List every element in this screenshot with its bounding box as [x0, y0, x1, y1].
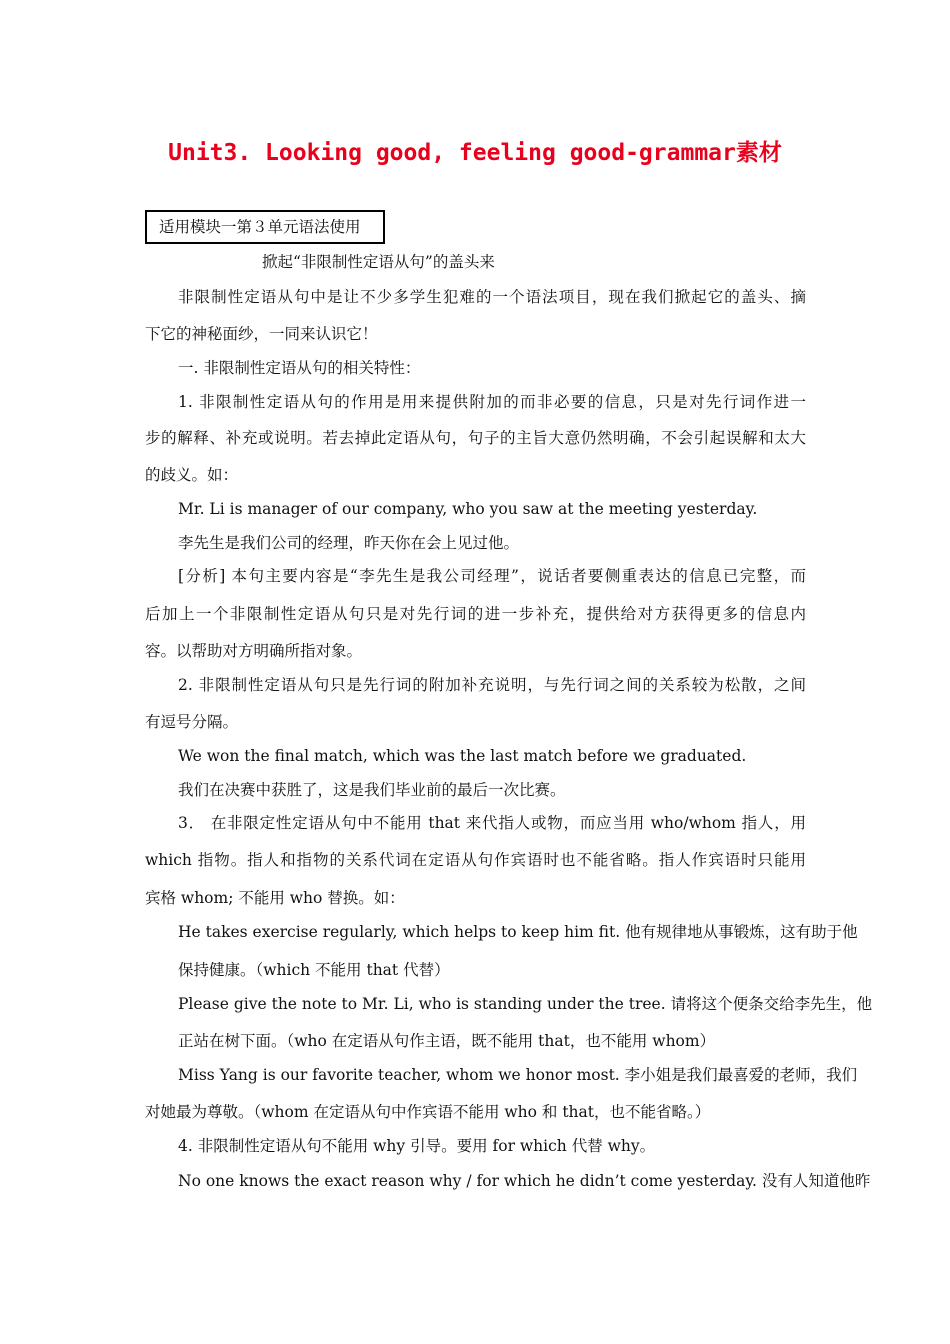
- example-sentence: He takes exercise regularly, which helps to keep him fit. 他有规律地从事锻炼，这有助于他: [178, 923, 858, 941]
- example-note: 保持健康。（which 不能用 that 代替）: [178, 961, 450, 979]
- text-line: 3． 在非限定性定语从句中不能用 that 来代指人或物，而应当用 who/whom 指人，用: [178, 814, 806, 832]
- page-title: Unit3. Looking good, feeling good-grammar素材: [168, 140, 782, 166]
- text-line: 宾格 whom; 不能用 who 替换。如：: [145, 889, 405, 907]
- text-line: 1. 非限制性定语从句的作用是用来提供附加的而非必要的信息，只是对先行词作进一: [178, 393, 806, 411]
- example-sentence: No one knows the exact reason why / for which he didn’t come yesterday. 没有人知道他昨: [178, 1172, 871, 1190]
- text-line: 非限制性定语从句中是让不少多学生犯难的一个语法项目，现在我们掀起它的盖头、摘: [178, 288, 806, 306]
- text-line: 下它的神秘面纱，一同来认识它！: [145, 325, 378, 343]
- module-label-box: 适用模块一第３单元语法使用: [145, 210, 385, 244]
- example-sentence: We won the final match, which was the last match before we graduated.: [178, 747, 747, 765]
- section-subtitle: 掀起“非限制性定语从句”的盖头来: [262, 253, 495, 271]
- text-line: 4. 非限制性定语从句不能用 why 引导。要用 for which 代替 why。: [178, 1137, 656, 1155]
- example-translation: 我们在决赛中获胜了，这是我们毕业前的最后一次比赛。: [178, 781, 566, 799]
- text-line: 后加上一个非限制性定语从句只是对先行词的进一步补充，提供给对方获得更多的信息内: [145, 605, 806, 623]
- text-line: 步的解释、补充或说明。若去掉此定语从句，句子的主旨大意仍然明确，不会引起误解和太大: [145, 429, 806, 447]
- example-sentence: Mr. Li is manager of our company, who you saw at the meeting yesterday.: [178, 500, 758, 518]
- text-line: 的歧义。如：: [145, 466, 239, 484]
- example-sentence: Please give the note to Mr. Li, who is standing under the tree. 请将这个便条交给李先生，他: [178, 995, 873, 1013]
- text-line: 2. 非限制性定语从句只是先行词的附加补充说明，与先行词之间的关系较为松散，之间: [178, 676, 806, 694]
- text-line: which 指物。指人和指物的关系代词在定语从句作宾语时也不能省略。指人作宾语时只能用: [145, 851, 806, 869]
- text-line: [分析] 本句主要内容是“李先生是我公司经理”，说话者要侧重表达的信息已完整，而: [178, 567, 806, 585]
- section-heading: 一. 非限制性定语从句的相关特性：: [178, 359, 421, 377]
- example-note: 对她最为尊敬。（whom 在定语从句中作宾语不能用 who 和 that，也不能省略。）: [145, 1103, 711, 1121]
- text-line: 有逗号分隔。: [145, 713, 239, 731]
- example-note: 正站在树下面。（who 在定语从句作主语，既不能用 that，也不能用 whom）: [178, 1032, 716, 1050]
- example-sentence: Miss Yang is our favorite teacher, whom we honor most. 李小姐是我们最喜爱的老师，我们: [178, 1066, 858, 1084]
- text-line: 容。以帮助对方明确所指对象。: [145, 642, 363, 660]
- example-translation: 李先生是我们公司的经理，昨天你在会上见过他。: [178, 534, 520, 552]
